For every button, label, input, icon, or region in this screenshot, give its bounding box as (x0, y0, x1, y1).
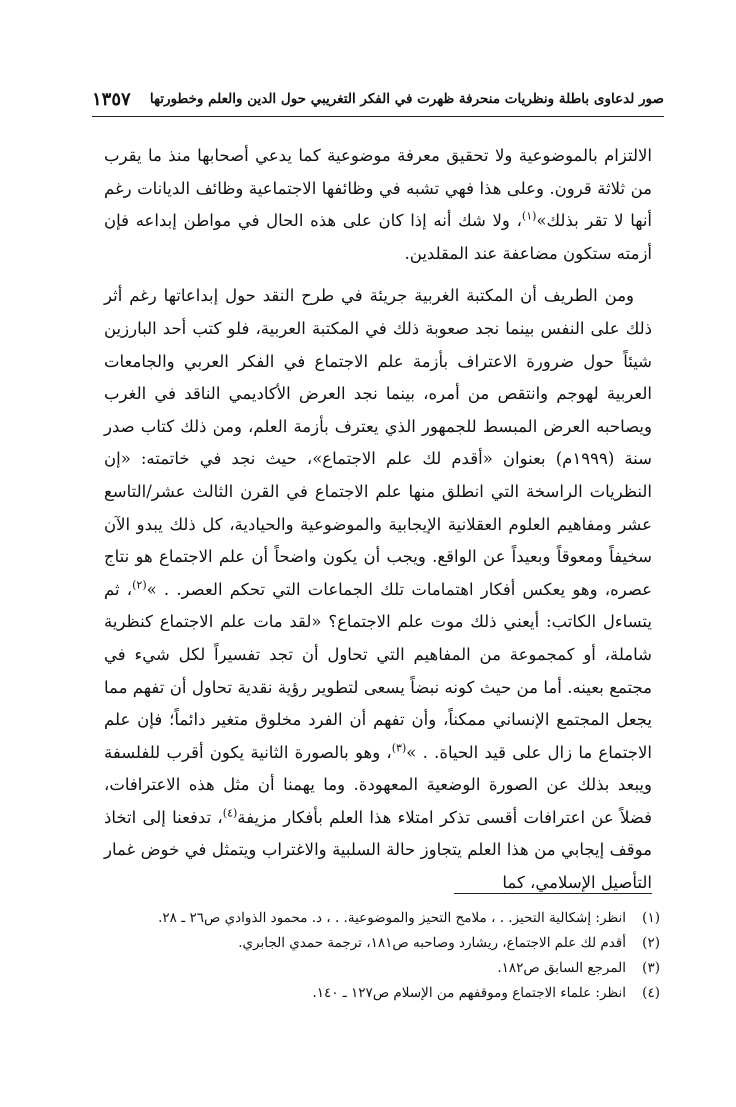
page-number: ١٣٥٧ (92, 88, 131, 110)
footnote-text: أقدم لك علم الاجتماع، ريشارد وصاحبه ص١٨١، ترجمة حمدي الجابري. (238, 935, 626, 951)
footnotes (104, 906, 660, 1006)
footnote (104, 906, 660, 931)
paragraph-2 (104, 280, 652, 899)
running-header (92, 86, 664, 112)
body-text (104, 140, 652, 910)
paragraph-1-text-a: الالتزام بالموضوعية ولا تحقيق معرفة موضوعية كما يدعي أصحابها منذ ما يقرب من ثلاثة قرون. وعلى هذا فهي تشبه في وظائفها الاجتماعية وظائف الديانات رغم أنها لا تقر بذلك» (104, 146, 653, 231)
paragraph-1-text-b: ، ولا شك أنه إذا كان على هذه الحال في مواطن إبداعه فإن أزمته ستكون مضاعفة عند المقلدين. (104, 211, 652, 263)
paragraph-2-text-b: ، ثم يتساءل الكاتب: أيعني ذلك موت علم الاجتماع؟ «لقد مات علم الاجتماع كنظرية شاملة، أو كمجموعة من المفاهيم التي تحاول أن تجد تفسيراً لكل شيء في مجتمع بعينه. أما من حيث كونه نبضاً يسعى لتطوير رؤية نقدية تحاول أن تفهم مما يجعل المجتمع الإنساني ممكناً، وأن تفهم أن الفرد مخلوق متغير دائماً؛ فإن علم الاجتماع ما زال على قيد الحياة. . » (104, 579, 653, 762)
footnote-text: المرجع السابق ص١٨٢. (497, 960, 626, 976)
footnote-ref-2: (٢) (132, 578, 147, 592)
footnote-text: انظر: علماء الاجتماع وموقفهم من الإسلام ص١٢٧ ـ ١٤٠. (312, 985, 626, 1001)
footnote (104, 931, 660, 956)
header-rule (92, 116, 664, 117)
footnote-rule (454, 893, 652, 894)
footnote-ref-3: (٣) (391, 741, 407, 755)
paragraph-1 (104, 140, 652, 270)
footnote (104, 956, 660, 981)
footnote-text: انظر: إشكالية التحيز. . ، ملامح التحيز والموضوعية. . ، د. محمود الذوادي ص٢٦ ـ ٢٨. (158, 910, 626, 926)
footnote-number: (٤) (642, 985, 660, 1001)
footnote-ref-1: (١) (521, 209, 537, 223)
footnote-number: (٢) (642, 935, 660, 951)
running-title: صور لدعاوى باطلة ونظريات منحرفة ظهرت في الفكر التغريبي حول الدين والعلم وخطورتها (149, 91, 664, 107)
paragraph-2-text-d: ، تدفعنا إلى اتخاذ موقف إيجابي من هذا العلم يتجاوز حالة السلبية والاغتراب ويتمثل في خوض غمار التأصيل الإسلامي، كما (104, 807, 652, 893)
paragraph-2-text-a: ومن الطريف أن المكتبة الغربية جريئة في طرح النقد حول إبداعاتها رغم أثر ذلك على النفس بينما نجد صعوبة ذلك في المكتبة العربية، فلو كتب أحد البارزين شيئاً حول ضرورة الاعتراف بأزمة علم الاجتماع في الفكر العربي والجامعات العربية لهوجم وانتقص من أمره، بينما نجد العرض الأكاديمي الناقد في الغرب ويصاحبه العرض المبسط للجمهور الذي يعترف بأزمة العلم، ومن ذلك كتاب صدر سنة (١٩٩٩م) بعنوان «أقدم لك علم الاجتماع»، حيث نجد في خاتمته: «إن النظريات الراسخة التي انطلق منها علم الاجتماع في القرن الثالث عشر/التاسع عشر ومفاهيم العلوم العقلانية الإيجابية والموضوعية والحيادية، كل ذلك يبدو الآن سخيفاً ومعوقاً وبعيداً عن الواقع. ويجب أن يكون واضحاً أن علم الاجتماع هو نتاج عصره، وهو يعكس أفكار اهتمامات تلك الجماعات التي تحكم العصر. . » (104, 286, 652, 599)
footnote-ref-4: (٤) (222, 806, 238, 820)
footnote-number: (١) (642, 910, 660, 926)
paragraph-2-text-c: ، وهو بالصورة الثانية يكون أقرب للفلسفة ويبعد بذلك عن الصورة الوضعية المعهودة. وما يهمنا أن مثل هذه الاعترافات، فضلاً عن اعترافات أقسى تذكر امتلاء هذا العلم بأفكار مزيفة (104, 742, 652, 827)
footnote (104, 981, 660, 1006)
footnote-number: (٣) (642, 960, 660, 976)
